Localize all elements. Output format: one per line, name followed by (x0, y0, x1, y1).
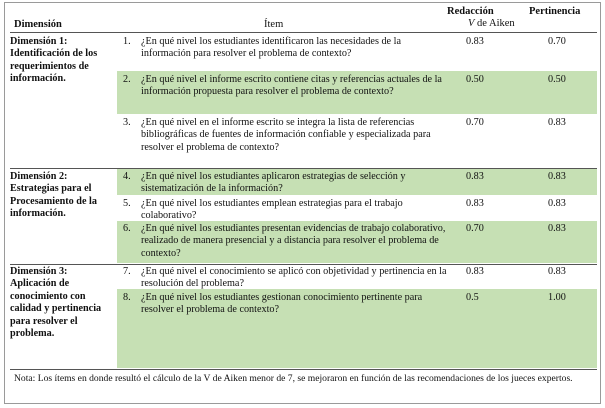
header-dimension: Dimensión (14, 19, 62, 30)
item-7-redaccion: 0.83 (466, 266, 484, 277)
item-row-7 (123, 266, 453, 291)
item-number: 5. (123, 198, 131, 209)
item-row-5 (123, 198, 453, 223)
item-number: 4. (123, 171, 131, 182)
header-aiken (468, 18, 515, 30)
item-8-redaccion: 0.5 (466, 292, 479, 303)
item-2-redaccion: 0.50 (466, 74, 484, 85)
item-text: ¿En qué nivel los estudiantes aplicaron estrategias de selección y sistematización de la información? (141, 171, 406, 195)
item-row-1 (123, 36, 453, 61)
item-text: ¿En qué nivel el informe escrito contiene citas y referencias actuales de la información propuesta para resolver el problema de contexto? (141, 74, 442, 98)
header-aiken-v: V (468, 18, 475, 29)
item-2-pertinencia: 0.50 (548, 74, 566, 85)
header-aiken-rest: de Aiken (474, 18, 515, 29)
item-number: 7. (123, 266, 131, 277)
item-3-pertinencia: 0.83 (548, 117, 566, 128)
header-item: Ítem (264, 19, 284, 30)
item-6-redaccion: 0.70 (466, 223, 484, 234)
dimension-2-label: Dimensión 2: Estrategias para el Procesamiento de la información. (10, 171, 97, 220)
item-8-pertinencia: 1.00 (548, 292, 566, 303)
item-text: ¿En qué nivel los estudiantes identificaron las necesidades de la información para resolver el problema de contexto? (141, 36, 401, 60)
item-number: 2. (123, 74, 131, 85)
item-row-8 (123, 292, 453, 317)
item-4-pertinencia: 0.83 (548, 171, 566, 182)
dimension-divider (10, 264, 597, 265)
item-row-3 (123, 117, 453, 154)
item-row-2 (123, 74, 453, 99)
item-text: ¿En qué nivel en el informe escrito se integra la lista de referencias bibliográficas de fuentes de información confiable y especializada para resolver el problema de contexto? (141, 117, 431, 153)
table-note: Nota: Los ítems en donde resultó el cálculo de la V de Aiken menor de 7, se mejoraron en función de las recomendaciones de los jueces expertos. (14, 373, 573, 384)
item-row-6 (123, 223, 453, 260)
item-text: ¿En qué nivel el conocimiento se aplicó con objetividad y pertinencia en la resolución del problema? (141, 266, 447, 290)
item-4-redaccion: 0.83 (466, 171, 484, 182)
item-number: 3. (123, 117, 131, 128)
item-3-redaccion: 0.70 (466, 117, 484, 128)
item-number: 8. (123, 292, 131, 303)
item-text: ¿En qué nivel los estudiantes emplean estrategias para el trabajo colaborativo? (141, 198, 403, 222)
item-1-redaccion: 0.83 (466, 36, 484, 47)
header-redaccion: Redacción (447, 6, 494, 17)
table-bottom-rule (10, 369, 597, 370)
item-number: 6. (123, 223, 131, 234)
item-5-pertinencia: 0.83 (548, 198, 566, 209)
item-text: ¿En qué nivel los estudiantes presentan evidencias de trabajo colaborativo, realizado de manera presencial y a distancia para resolver el problema de contexto? (141, 223, 446, 259)
header-rule (10, 32, 597, 33)
dimension-3-label: Dimensión 3: Aplicación de conocimiento con calidad y pertinencia para resolver el problema. (10, 266, 102, 340)
dimension-1-label: Dimensión 1: Identificación de los requerimientos de información. (10, 36, 98, 85)
item-number: 1. (123, 36, 131, 47)
item-row-4 (123, 171, 453, 196)
item-5-redaccion: 0.83 (466, 198, 484, 209)
item-6-pertinencia: 0.83 (548, 223, 566, 234)
header-pertinencia: Pertinencia (529, 6, 581, 17)
item-1-pertinencia: 0.70 (548, 36, 566, 47)
item-7-pertinencia: 0.83 (548, 266, 566, 277)
dimension-divider (10, 168, 597, 169)
item-text: ¿En qué nivel los estudiantes gestionan conocimiento pertinente para resolver el problema de contexto? (141, 292, 423, 316)
